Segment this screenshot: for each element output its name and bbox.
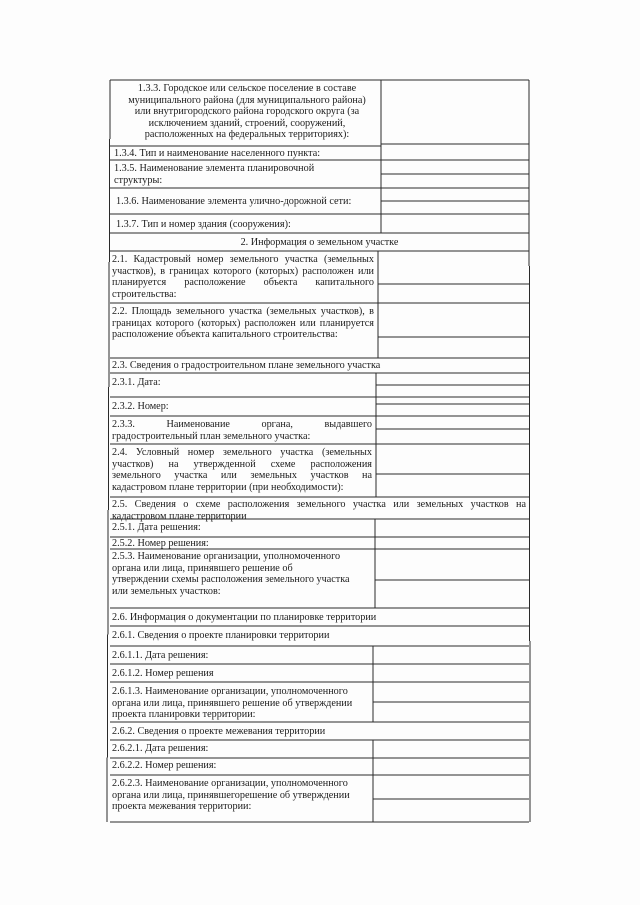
section-2-heading: 2. Информация о земельном участке — [240, 237, 399, 248]
row-2-4-label: 2.4. Условный номер земельного участка (земельных участков) на утвержденной схеме расположения земельного участка или земельных участков на кадастровом плане территории (при необходимости): — [112, 447, 372, 493]
row-2-6-1-3-label: 2.6.1.3. Наименование организации, уполномоченного органа или лица, принявшего решение об утверждении проекта планировки территории: — [112, 686, 353, 721]
table-left-border — [107, 80, 110, 822]
row-2-3-1-label: 2.3.1. Дата: — [112, 377, 161, 388]
row-1-3-3-label: 1.3.3. Городское или сельское поселение в составе муниципального района (для муниципального района) или внутригородского района городского округа (за исключением зданий, строений, сооружений, расположенных на федеральных территориях): — [128, 83, 366, 141]
row-2-6-2-heading: 2.6.2. Сведения о проекте межевания территории — [112, 726, 326, 737]
row-2-6-1-2-label: 2.6.1.2. Номер решения — [112, 668, 214, 679]
row-2-5-heading: 2.5. Сведения о схеме расположения земельного участка или земельных участков на кадастровом плане территории — [112, 499, 526, 522]
row-1-3-6-label: 1.3.6. Наименование элемента улично-дорожной сети: — [116, 196, 352, 207]
row-2-3-3-label: 2.3.3. Наименование органа, выдавшего градостроительный план земельного участка: — [112, 419, 372, 442]
row-2-6-1-heading: 2.6.1. Сведения о проекте планировки территории — [112, 630, 330, 641]
row-2-6-1-1-label: 2.6.1.1. Дата решения: — [112, 650, 209, 661]
row-2-3-heading: 2.3. Сведения о градостроительном плане земельного участка — [112, 360, 381, 371]
table-right-border — [529, 80, 530, 822]
row-2-6-2-3-label: 2.6.2.3. Наименование организации, уполномоченного органа или лица, принявшегорешение об утверждении проекта межевания территории: — [112, 778, 350, 813]
row-2-2-label: 2.2. Площадь земельного участка (земельных участков), в границах которого (которых) расположен или планируется расположение объекта капитального строительства: — [112, 306, 374, 341]
row-2-1-label: 2.1. Кадастровый номер земельного участка (земельных участков), в границах которого (которых) расположен или планируется расположение объекта капитального строительства: — [112, 254, 374, 300]
row-1-3-4-label: 1.3.4. Тип и наименование населенного пункта: — [114, 148, 321, 159]
row-2-3-2-label: 2.3.2. Номер: — [112, 401, 169, 412]
row-2-6-heading: 2.6. Информация о документации по планировке территории — [112, 612, 377, 623]
row-1-3-5-label: 1.3.5. Наименование элемента планировочной структуры: — [114, 163, 315, 186]
row-1-3-7-label: 1.3.7. Тип и номер здания (сооружения): — [116, 219, 291, 230]
row-2-5-1-label: 2.5.1. Дата решения: — [112, 522, 201, 533]
row-2-6-2-2-label: 2.6.2.2. Номер решения: — [112, 760, 217, 771]
row-2-5-3-label: 2.5.3. Наименование организации, уполномоченного органа или лица, принявшего решение об утверждении схемы расположения земельного участка или земельных участков: — [112, 551, 350, 597]
row-2-6-2-1-label: 2.6.2.1. Дата решения: — [112, 743, 209, 754]
row-2-5-2-label: 2.5.2. Номер решения: — [112, 538, 209, 549]
